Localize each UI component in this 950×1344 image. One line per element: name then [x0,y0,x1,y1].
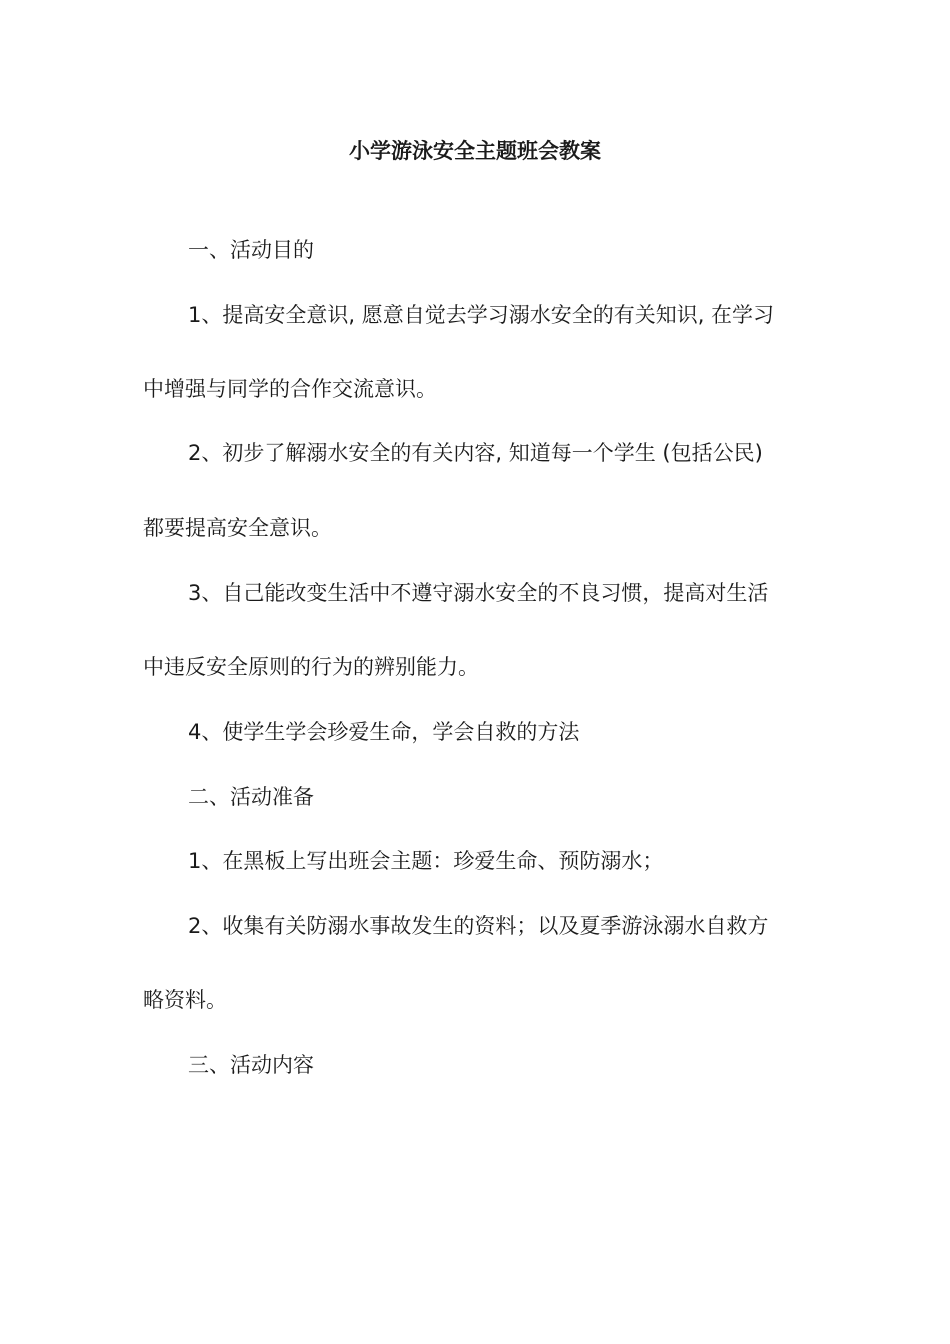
objective-1-line-2: 中增强与同学的合作交流意识。 [143,377,437,401]
section-heading-objectives: 一、活动目的 [188,238,314,262]
preparation-2-line-2: 略资料。 [143,988,227,1012]
preparation-2-line-1: 2、收集有关防溺水事故发生的资料；以及夏季游泳溺水自救方 [188,914,769,938]
objective-1-line-1: 1、提高安全意识, 愿意自觉去学习溺水安全的有关知识, 在学习 [188,303,775,327]
section-heading-preparation: 二、活动准备 [188,785,314,809]
objective-2-line-2: 都要提高安全意识。 [143,516,332,540]
objective-3-line-2: 中违反安全原则的行为的辨别能力。 [143,655,479,679]
objective-2-line-1: 2、初步了解溺水安全的有关内容, 知道每一个学生 (包括公民) [188,441,763,465]
objective-4-line-1: 4、使学生学会珍爱生命，学会自救的方法 [188,720,580,744]
preparation-1-line-1: 1、在黑板上写出班会主题：珍爱生命、预防溺水； [188,849,664,873]
document-title: 小学游泳安全主题班会教案 [349,139,601,163]
objective-3-line-1: 3、自己能改变生活中不遵守溺水安全的不良习惯，提高对生活 [188,581,769,605]
section-heading-content: 三、活动内容 [188,1053,314,1077]
